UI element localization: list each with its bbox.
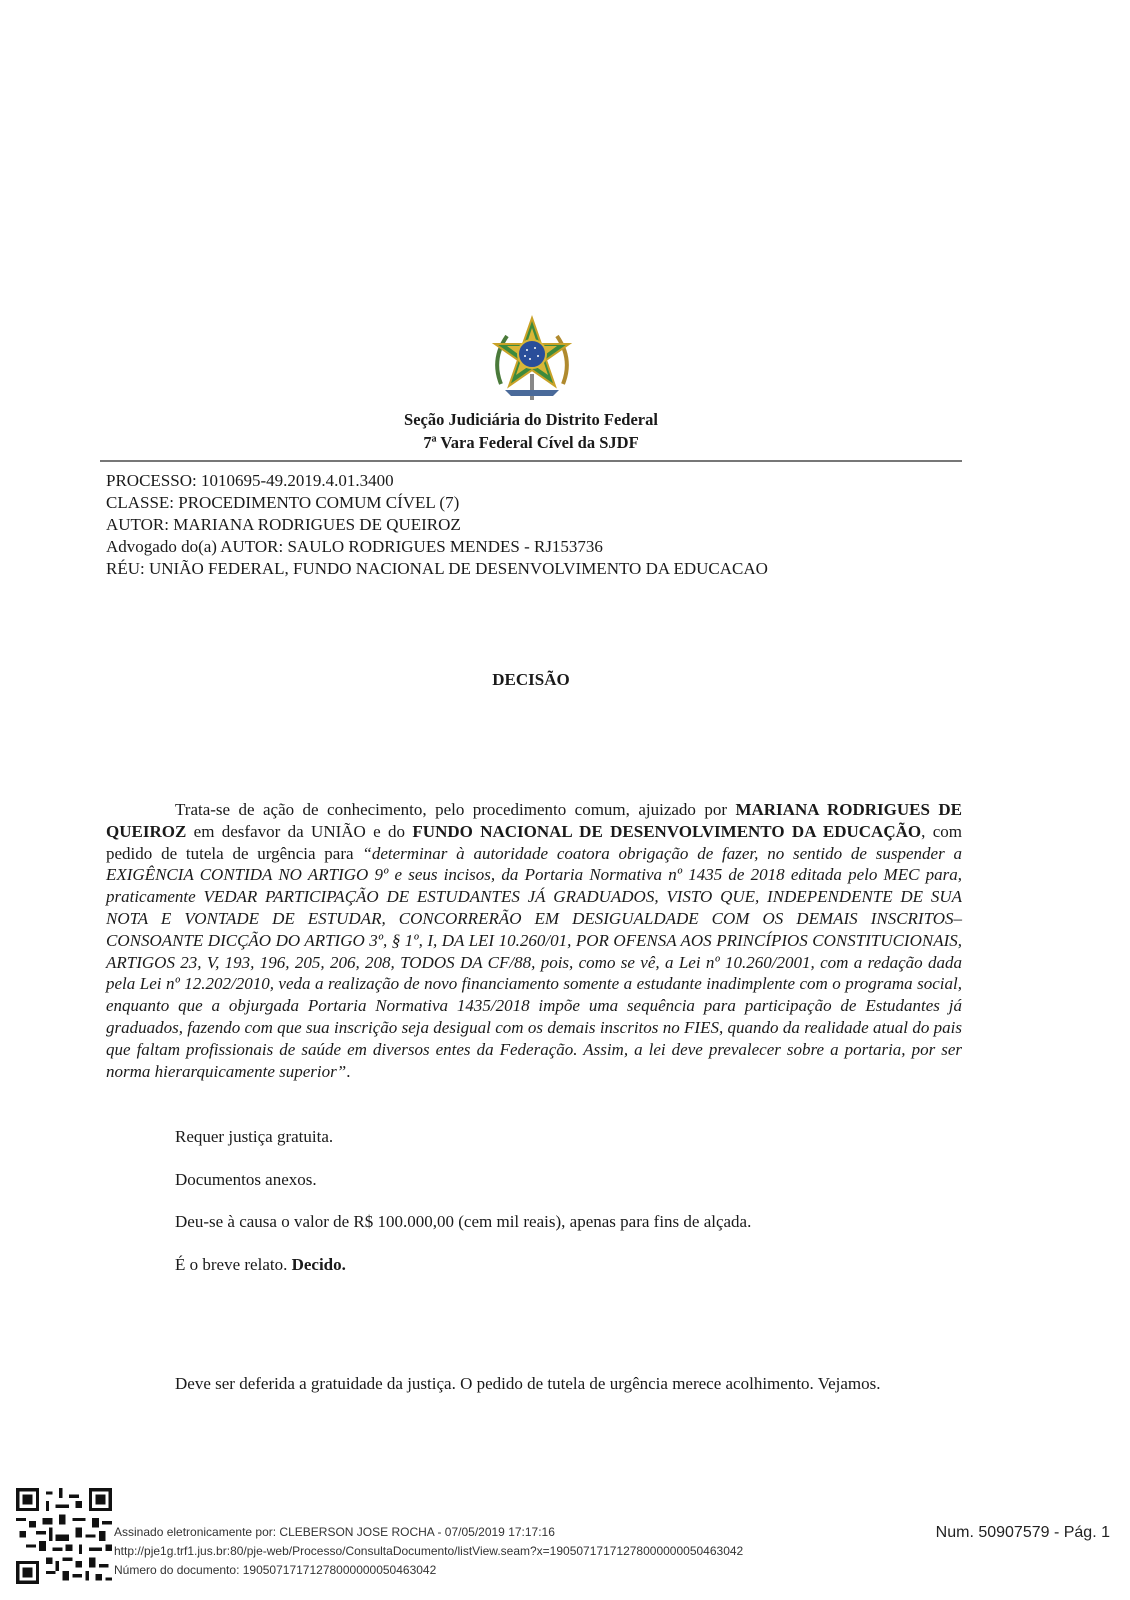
body-paragraph-decision xyxy=(106,1373,962,1395)
document-url[interactable]: http://pje1g.trf1.jus.br:80/pje-web/Processo/ConsultaDocumento/listView.seam?x=19050717171278000000050463042 xyxy=(114,1544,744,1558)
para-end: . xyxy=(346,1061,351,1081)
line-case-value: Deu-se à causa o valor de R$ 100.000,00 (cem mil reais), apenas para fins de alçada. xyxy=(175,1212,752,1231)
case-metadata xyxy=(106,470,768,580)
case-process-number: PROCESSO: 1010695-49.2019.4.01.3400 xyxy=(106,471,394,490)
signature-footer xyxy=(114,1523,743,1580)
page-number: Num. 50907579 - Pág. 1 xyxy=(935,1524,1110,1541)
document-number: Número do documento: 19050717171278000000050463042 xyxy=(114,1563,437,1577)
line-attached-docs: Documentos anexos. xyxy=(175,1170,317,1189)
case-class: CLASSE: PROCEDIMENTO COMUM CÍVEL (7) xyxy=(106,493,460,512)
relato-text: É o breve relato. xyxy=(175,1255,292,1274)
court-section: Seção Judiciária do Distrito Federal xyxy=(404,410,658,429)
decido-text: Decido. xyxy=(291,1255,346,1274)
decision-text: Deve ser deferida a gratuidade da justiça. O pedido de tutela de urgência merece acolhimento. Vejamos. xyxy=(175,1374,881,1393)
case-lawyer: Advogado do(a) AUTOR: SAULO RODRIGUES MENDES - RJ153736 xyxy=(106,537,603,556)
body-paragraph-summary xyxy=(106,799,962,1082)
fund-name: FUNDO NACIONAL DE DESENVOLVIMENTO DA EDUCAÇÃO xyxy=(412,821,922,841)
para-mid1: em desfavor da UNIÃO e do xyxy=(186,821,413,841)
line-brief-report xyxy=(175,1255,346,1275)
signed-by: Assinado eletronicamente por: CLEBERSON JOSE ROCHA - 07/05/2019 17:17:16 xyxy=(114,1525,555,1539)
document-title: DECISÃO xyxy=(492,670,570,689)
qr-code-icon xyxy=(16,1488,112,1584)
line-justice-request: Requer justiça gratuita. xyxy=(175,1127,334,1146)
case-defendant: RÉU: UNIÃO FEDERAL, FUNDO NACIONAL DE DESENVOLVIMENTO DA EDUCACAO xyxy=(106,559,768,578)
brazil-coat-of-arms-icon xyxy=(487,314,577,404)
request-quote: “determinar à autoridade coatora obrigação de fazer, no sentido de suspender a EXIGÊNCIA CONTIDA NO ARTIGO 9º e seus incisos, da Portaria Normativa nº 1435 de 2018 editada pelo MEC para, praticamente VEDAR PARTICIPAÇÃO DE ESTUDANTES JÁ GRADUADOS, VISTO QUE, INDEPENDENTE DE SUA NOTA E VONTADE DE ESTUDAR, CONCORRERÃO EM DESIGUALDADE COM OS DEMAIS INSCRITOS– CONSOANTE DICÇÃO DO ARTIGO 3º, § 1º, I, DA LEI 10.260/01, POR OFENSA AOS PRINCÍPIOS CONSTITUCIONAIS, ARTIGOS 23, V, 193, 196, 205, 206, 208, TODOS DA CF/88, pois, como se vê, a Lei nº 10.260/2001, com a redação dada pela Lei nº 12.202/2010, veda a realização de novo financiamento somente a estudante inadimplente com o programa social, enquanto que a objurgada Portaria Normativa 1435/2018 impõe uma sequência para participação de Estudantes já graduados, fazendo com que sua inscrição seja desigual com os demais inscritos no FIES, quando da realidade atual do pais que faltam profissionais de saúde em diversos entes da Federação. Assim, a lei deve prevalecer sobre a portaria, por ser norma hierarquicamente superior” xyxy=(106,843,962,1081)
author-name: MARIANA RODRIGUES DE QUEIROZ xyxy=(106,800,963,841)
court-vara: 7ª Vara Federal Cível da SJDF xyxy=(423,433,639,452)
header-divider xyxy=(100,460,962,462)
case-author: AUTOR: MARIANA RODRIGUES DE QUEIROZ xyxy=(106,515,461,534)
para-intro: Trata-se de ação de conhecimento, pelo procedimento comum, ajuizado por xyxy=(175,800,736,819)
para-mid2: , com pedido de tutela de urgência para xyxy=(106,821,962,863)
